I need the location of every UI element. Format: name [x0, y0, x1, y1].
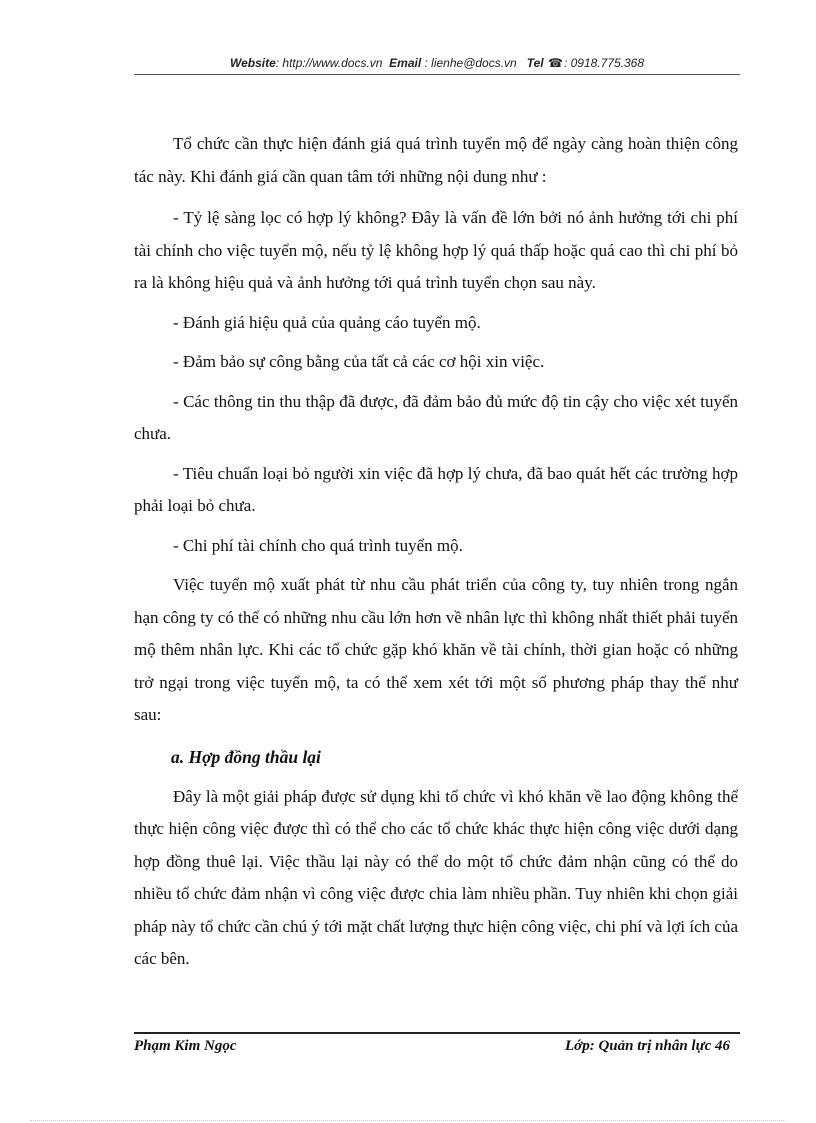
document-body [134, 128, 738, 985]
section-heading: a. Hợp đồng thầu lại [171, 746, 321, 767]
footer-author: Phạm Kim Ngọc [134, 1038, 237, 1054]
list-item: - Các thông tin thu thập đã được, đã đảm bảo đủ mức độ tin cậy cho việc xét tuyển chưa. [134, 391, 738, 443]
paragraph-alternatives: Việc tuyển mộ xuất phát từ nhu cầu phát triển của công ty, tuy nhiên trong ngắn hạn công ty có thể có những nhu cầu lớn hơn về nhân lực thì không nhất thiết phải tuyển mộ thêm nhân lực. Khi các tổ chức gặp khó khăn về tài chính, thời gian hoặc có những trở ngại trong việc tuyển mộ, ta có thể xem xét tới một số phương pháp thay thế như sau: [134, 575, 738, 724]
list-item: - Tỷ lệ sàng lọc có hợp lý không? Đây là vấn đề lớn bởi nó ảnh hưởng tới chi phí tài chính cho việc tuyển mộ, nếu tỷ lệ không hợp lý quá thấp hoặc quá cao thì chi phí bỏ ra là không hiệu quả và ảnh hưởng tới quá trình tuyển chọn sau này. [134, 208, 738, 292]
tel-number: : 0918.775.368 [563, 56, 645, 70]
footer-class: Lớp: Quản trị nhân lực 46 [565, 1038, 730, 1054]
list-item: - Đánh giá hiệu quả của quảng cáo tuyển mộ. [173, 312, 481, 332]
website-label: Website [229, 56, 276, 70]
email-address[interactable]: : lienhe@docs.vn [424, 56, 517, 70]
page-header [134, 56, 740, 75]
list-item: - Đảm bảo sự công bằng của tất cả các cơ hội xin việc. [173, 352, 545, 371]
website-url[interactable]: : http://www.docs.vn [275, 56, 383, 70]
footer-divider [134, 1032, 740, 1034]
page-edge-divider [30, 1120, 786, 1121]
tel-label: Tel [526, 56, 544, 70]
phone-icon: ☎ [548, 56, 563, 70]
list-item: - Chi phí tài chính cho quá trình tuyển mộ. [173, 535, 463, 555]
email-label: Email [389, 56, 422, 70]
paragraph-subcontract: Đây là một giải pháp được sử dụng khi tổ chức vì khó khăn về lao động không thể thực hiện công việc được thì có thể cho các tổ chức khác thực hiện công việc dưới dạng hợp đồng thuê lại. Việc thầu lại này có thể do một tổ chức đảm nhận cũng có thể do nhiều tổ chức đảm nhận vì công việc được chia làm nhiều phần. Tuy nhiên khi chọn giải pháp này tổ chức cần chú ý tới mặt chất lượng thực hiện công việc, chi phí và lợi ích của các bên. [134, 786, 738, 968]
list-item: - Tiêu chuẩn loại bỏ người xin việc đã hợp lý chưa, đã bao quát hết các trường hợp phải loại bỏ chưa. [134, 463, 738, 515]
paragraph-intro: Tổ chức cần thực hiện đánh giá quá trình tuyển mộ để ngày càng hoàn thiện công tác này. Khi đánh giá cần quan tâm tới những nội dung như : [134, 134, 738, 186]
